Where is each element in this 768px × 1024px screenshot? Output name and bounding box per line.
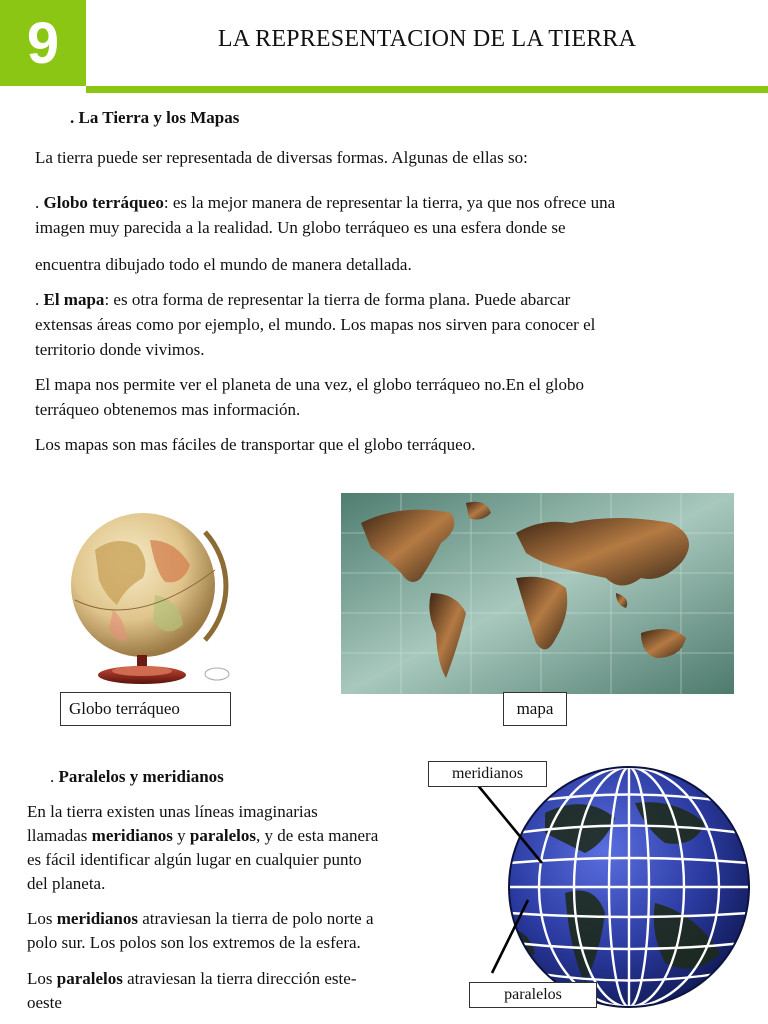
page-title: LA REPRESENTACION DE LA TIERRA xyxy=(217,26,637,52)
label-meridianos: meridianos xyxy=(428,761,547,787)
text: atraviesan la tierra de polo norte a xyxy=(137,909,374,928)
term-meridianos: meridianos xyxy=(56,909,138,928)
mapa-text: territorio donde vivimos. xyxy=(35,340,205,359)
header-rule xyxy=(86,86,768,93)
globo-text: : es la mejor manera de representar la tierra, ya que nos ofrece una xyxy=(163,193,616,212)
section-heading-tierra-mapas: . La Tierra y los Mapas xyxy=(70,108,240,127)
term-mapa: El mapa xyxy=(43,290,105,309)
text: polo sur. Los polos son los extremos de la esfera. xyxy=(27,933,361,952)
mapa-text: : es otra forma de representar la tierra de forma plana. Puede abarcar xyxy=(104,290,571,309)
term-paralelos: paralelos xyxy=(56,969,123,988)
chapter-number: 9 xyxy=(0,0,86,86)
intro-paragraph: La tierra puede ser representada de diversas formas. Algunas de ellas so: xyxy=(35,148,528,167)
globo-text: imagen muy parecida a la realidad. Un globo terráqueo es una esfera donde se xyxy=(35,218,566,237)
globe-image xyxy=(55,510,235,688)
term-paralelos: paralelos xyxy=(189,826,257,845)
text: atraviesan la tierra dirección este- xyxy=(122,969,357,988)
mapa-paragraph xyxy=(35,287,735,362)
mapa-text: extensas áreas como por ejemplo, el mundo. Los mapas nos sirven para conocer el xyxy=(35,315,596,334)
paralelos-pointer xyxy=(492,900,528,973)
text: oeste xyxy=(27,993,62,1012)
text: es fácil identificar algún lugar en cualquier punto xyxy=(27,850,362,869)
globo-paragraph xyxy=(35,190,735,240)
term-meridianos: meridianos xyxy=(91,826,173,845)
caption-globe: Globo terráqueo xyxy=(60,692,231,726)
section-heading-paralelos xyxy=(50,767,224,787)
text: Los xyxy=(27,969,57,988)
text: Los xyxy=(27,909,57,928)
compare-paragraph xyxy=(35,372,735,422)
label-paralelos: paralelos xyxy=(469,982,597,1008)
caption-map: mapa xyxy=(503,692,567,726)
bullet-prefix: . xyxy=(35,290,44,309)
term-globo: Globo terráqueo xyxy=(43,193,164,212)
text: En la tierra existen unas líneas imaginarias xyxy=(27,802,318,821)
compare-text: terráqueo obtenemos mas información. xyxy=(35,400,301,419)
transport-paragraph: Los mapas son mas fáciles de transportar que el globo terráqueo. xyxy=(35,435,476,454)
paralelos-paragraph xyxy=(27,967,447,1015)
meridianos-paragraph xyxy=(27,907,447,955)
compare-text: El mapa nos permite ver el planeta de una vez, el globo terráqueo no.En el globo xyxy=(35,375,584,394)
text: y xyxy=(172,826,190,845)
heading-text: Paralelos y meridianos xyxy=(58,767,224,786)
label-pointers xyxy=(470,775,560,975)
bullet-prefix: . xyxy=(50,767,59,786)
globo-paragraph-end: encuentra dibujado todo el mundo de manera detallada. xyxy=(35,255,412,274)
text: , y de esta manera xyxy=(256,826,379,845)
world-map-image xyxy=(341,493,734,694)
bullet-prefix: . xyxy=(35,193,44,212)
lineas-paragraph xyxy=(27,800,447,896)
text: llamadas xyxy=(27,826,92,845)
text: del planeta. xyxy=(27,874,106,893)
meridianos-pointer xyxy=(476,783,542,863)
